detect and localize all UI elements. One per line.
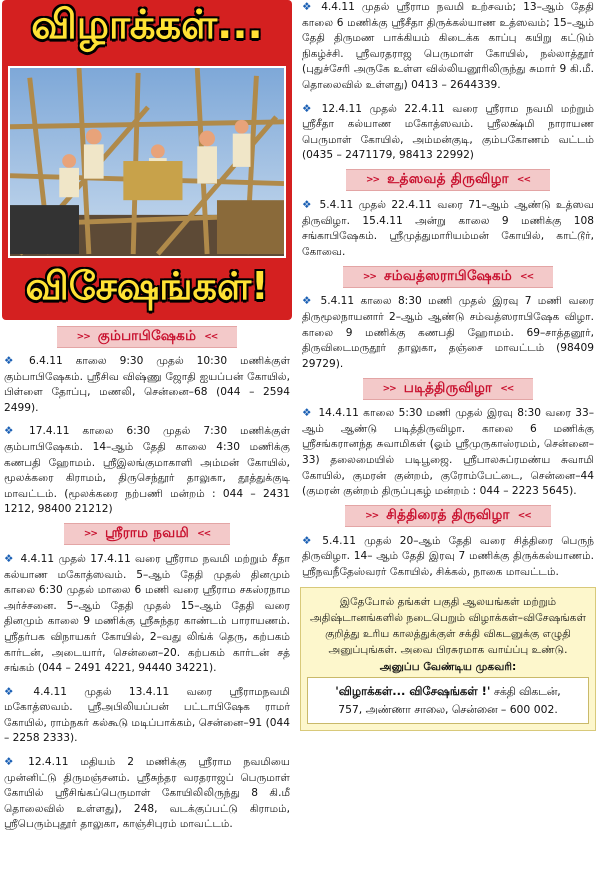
event-item: ❖ 5.4.11 முதல் 22.4.11 வரை 71–ஆம் ஆண்டு உத்ஸவ திருவிழா. 15.4.11 அன்று காலை 9 மணிக்கு 108 சங்காபிஷேகம். ஸ்ரீமுத்துமாரியம்மன் கோயில், காட்டூர், கோவை. bbox=[302, 198, 594, 258]
section-title: சம்வத்ஸராபிஷேகம் bbox=[383, 267, 513, 284]
headline-banner bbox=[2, 0, 292, 320]
event-item: ❖ 4.4.11 முதல் ஸ்ரீராம நவமி உற்சவம்; 13–ஆம் தேதி காலை 6 மணிக்கு ஸ்ரீசீதா திருக்கல்யாண உத்ஸவம்; 15–ஆம் தேதி திருமண பாக்கியம் கிடைக்க காப்பு கயிறு கட்டும் நிகழ்ச்சி. ஸ்ரீவரதராஜ பெருமாள் கோயில், நல்லாத்தூர் (புதுச்சேரி அருகே உள்ள வில்லியனூரிலிருந்து சுமார் 9 கி.மீ. தொலைவில் உள்ளது) 0413 – 2644339. bbox=[302, 1, 594, 91]
event-item: ❖ 5.4.11 காலை 8:30 மணி முதல் இரவு 7 மணி வரை திருமூலநாயனார் 2–ஆம் ஆண்டு சம்வத்ஸராபிஷேக விழா. காலை 9 மணிக்கு கணபதி ஹோமம். 69–சாத்தனூர், திருவிடைமருதூர் தாலுகா, தஞ்சை மாவட்டம் (98409 29729). bbox=[302, 295, 594, 370]
section-title: உத்ஸவத் திருவிழா bbox=[387, 171, 509, 188]
bullet-icon: ❖ bbox=[4, 425, 24, 438]
chevron-icon: << bbox=[197, 529, 211, 540]
right-column bbox=[300, 0, 596, 731]
bullet-icon: ❖ bbox=[4, 756, 23, 769]
section-title: ஸ்ரீராம நவமி bbox=[104, 525, 190, 542]
event-item: ❖ 4.4.11 முதல் 17.4.11 வரை ஸ்ரீராம நவமி மற்றும் சீதா கல்யாண மகோத்ஸவம். 5–ஆம் தேதி முதல் தினமும் காலை 6:30 முதல் மாலை 6 மணி வரை ஸ்ரீராம சகஸ்ரநாம அர்ச்சனை. 5–ஆம் தேதி முதல் 15–ஆம் தேதி வரை தினமும் காலை 9 மணிக்கு ஸ்ரீசுந்தர காண்டம் பாராயணம். ஸ்ரீதர்பக விநாயகர் கோயில், 2–வது லிங்க் தெரு, கற்பகம் கார்டன், அடையார், சென்னை–20. கற்பகம் கார்டன் சத் சங்கம் (044 – 2491 4221, 94440 34221). bbox=[4, 552, 290, 675]
bullet-icon: ❖ bbox=[302, 534, 317, 547]
bullet-icon: ❖ bbox=[302, 102, 316, 115]
section-header-sriramanavami bbox=[2, 522, 292, 547]
bullet-icon: ❖ bbox=[4, 685, 28, 698]
address-line1: சக்தி விகடன், bbox=[493, 684, 561, 698]
chevron-icon: >> bbox=[362, 271, 376, 282]
address-line2: 757, அண்ணா சாலை, சென்னை – 600 002. bbox=[338, 702, 558, 716]
chevron-icon: >> bbox=[382, 383, 396, 394]
event-item: ❖ 17.4.11 காலை 6:30 முதல் 7:30 மணிக்குள் கும்பாபிஷேகம். 14–ஆம் தேதி காலை 4:30 மணிக்கு கணபதி ஹோமம். ஸ்ரீஇலங்குமாகாளி அம்மன் கோயில், மூலக்கரை கிராமம், திருசெந்தூர் தாலுகா, தூத்துக்குடி மாவட்டம். (மூலக்கரை நற்பணி மன்றம் : 044 – 2431 1212, 98400 21212) bbox=[4, 425, 290, 516]
section-header-chithirai bbox=[300, 504, 596, 529]
event-item: ❖ 6.4.11 காலை 9:30 முதல் 10:30 மணிக்குள் கும்பாபிஷேகம். ஸ்ரீசிவ விஷ்ணு ஜோதி ஐயப்பன் கோயில், பிள்ளை தோப்பு, மணலி, சென்னை–68 (044 – 2594 2499). bbox=[4, 355, 290, 414]
event-item: ❖ 12.4.11 முதல் 22.4.11 வரை ஸ்ரீராம நவமி மற்றும் ஸ்ரீசீதா கல்யாண மகோத்ஸவம். ஸ்ரீலக்ஷ்மி நாராயண பெருமாள் கோயில், அம்மன்குடி, கும்பகோணம் வட்டம் (0435 – 2471179, 98413 22992) bbox=[302, 102, 594, 162]
banner-title-bottom: விசேஷங்கள்! bbox=[25, 264, 269, 308]
chevron-icon: << bbox=[520, 271, 534, 282]
submission-notice bbox=[300, 587, 596, 731]
left-column bbox=[2, 0, 292, 833]
chevron-icon: << bbox=[500, 383, 514, 394]
bullet-icon: ❖ bbox=[4, 355, 24, 367]
chevron-icon: << bbox=[204, 331, 218, 342]
bullet-icon: ❖ bbox=[302, 198, 314, 211]
bullet-icon: ❖ bbox=[302, 407, 313, 420]
chevron-icon: << bbox=[516, 175, 530, 186]
section-header-kumbabishekam bbox=[2, 324, 292, 349]
chevron-icon: >> bbox=[365, 511, 379, 522]
section-header-samvathsara bbox=[300, 264, 596, 289]
section-title: கும்பாபிஷேகம் bbox=[97, 327, 197, 344]
chevron-icon: >> bbox=[83, 529, 97, 540]
section-header-padi bbox=[300, 376, 596, 401]
bullet-icon: ❖ bbox=[302, 1, 316, 13]
address-label: அனுப்ப வேண்டிய முகவரி: bbox=[379, 660, 517, 673]
bullet-icon: ❖ bbox=[302, 295, 315, 308]
chevron-icon: >> bbox=[76, 331, 90, 342]
event-item: ❖ 12.4.11 மதியம் 2 மணிக்கு ஸ்ரீராம நவமியை முன்னிட்டு திருமஞ்சனம். ஸ்ரீசுந்தர வரதராஜப் பெருமாள் கோயில் ஸ்ரீசிங்கப்பெருமாள் கோயிலிலிருந்து 8 கி.மீ தொலைவில் உள்ளது), 248, வடக்குப்பட்டு கிராமம், ஸ்ரீபெரும்புதூர் தாலுகா, காஞ்சிபுரம் மாவட்டம். bbox=[4, 756, 290, 831]
section-title: படித்திருவிழா bbox=[403, 379, 493, 396]
address-title: 'விழாக்கள்... விசேஷங்கள் !' bbox=[335, 683, 491, 698]
mailing-address bbox=[307, 677, 589, 724]
chevron-icon: << bbox=[517, 511, 531, 522]
section-header-uthsava bbox=[300, 168, 596, 193]
bullet-icon: ❖ bbox=[4, 552, 15, 565]
event-item: ❖ 14.4.11 காலை 5:30 மணி முதல் இரவு 8:30 வரை 33–ஆம் ஆண்டு படித்திருவிழா. காலை 6 மணிக்கு ஸ்ரீசங்கரானந்த சுவாமிகள் (ஓம் ஸ்ரீமுருகாஸ்ரமம், சென்னை–33) தலைமையில் படிபூஜை. ஸ்ரீபாலசுப்ரமண்ய சுவாமி கோயில், குமரன் குன்றம், குரோம்பேட்டை, சென்னை–44 (குமரன் குன்றம் திருப்புகழ் மன்றம் : 044 – 2223 5645). bbox=[302, 407, 595, 498]
banner-title-top: விழாக்கள்... bbox=[31, 2, 263, 48]
chevron-icon: >> bbox=[366, 175, 380, 186]
event-item: ❖ 5.4.11 முதல் 20–ஆம் தேதி வரை சித்திரை பெருந் திருவிழா. 14– ஆம் தேதி இரவு 7 மணிக்கு திருக்கல்யாணம். ஸ்ரீநவநீதேஸ்வரர் கோயில், சிக்கல், நாகை மாவட்டம். bbox=[302, 534, 594, 579]
festival-photo bbox=[8, 66, 286, 258]
event-item: ❖ 4.4.11 முதல் 13.4.11 வரை ஸ்ரீராமநவமி மகோத்ஸவம். ஸ்ரீஅபிலியப்பன் பட்டாபிஷேக ராமர் கோயில், ராம்நகர் கல்கூடு மடிப்பாக்கம், சென்னை–91 (044 – 2258 2333). bbox=[4, 685, 290, 745]
notice-text: இதேபோல் தங்கள் பகுதி ஆலயங்கள் மற்றும் அதிஷ்டானங்களில் நடைபெறும் விழாக்கள்–விசேஷங்கள் குறித்து உரிய காலத்துக்குள் சக்தி விகடனுக்கு எழுதி அனுப்புங்கள். அவை பிரசுரமாக வாய்ப்பு உண்டு. bbox=[309, 595, 587, 656]
section-title: சித்திரைத் திருவிழா bbox=[386, 507, 510, 524]
